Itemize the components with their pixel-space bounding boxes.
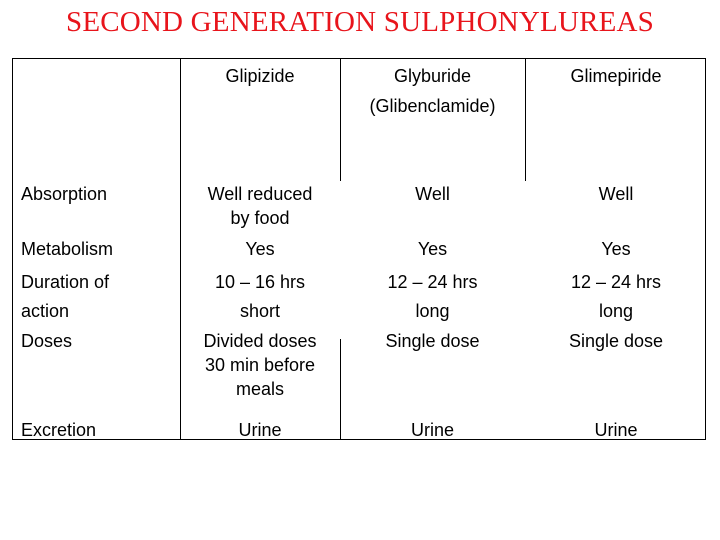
cell-doses-glimepiride: Single dose (568, 331, 664, 351)
cell-metabolism-glyburide: Yes (417, 239, 448, 259)
column-header-glipizide: Glipizide (225, 66, 295, 86)
cell-doses-glyburide: Single dose (385, 331, 480, 351)
cell-doses-glipizide: Divided doses 30 min before meals (203, 331, 317, 399)
cell-absorption-glyburide: Well (415, 184, 450, 204)
row-label-metabolism: Metabolism (21, 239, 114, 259)
cell-absorption-glipizide: Well reduced by food (207, 184, 313, 228)
cell-absorption-glimepiride: Well (598, 184, 634, 204)
cell-metabolism-glimepiride: Yes (601, 239, 631, 259)
column-header-glimepiride: Glimepiride (570, 66, 662, 86)
row-label-excretion: Excretion (21, 420, 97, 440)
column-header-glyburide: Glyburide (Glibenclamide) (369, 66, 496, 116)
cell-duration-glipizide: 10 – 16 hrs short (214, 272, 306, 321)
row-label-absorption: Absorption (21, 184, 108, 204)
row-label-duration: Duration of action (21, 272, 110, 321)
comparison-table (12, 58, 706, 440)
cell-duration-glyburide: 12 – 24 hrs long (387, 272, 478, 321)
cell-excretion-glyburide: Urine (410, 420, 454, 440)
cell-excretion-glimepiride: Urine (594, 420, 638, 440)
cell-metabolism-glipizide: Yes (245, 239, 275, 259)
row-label-doses: Doses (21, 331, 73, 351)
cell-excretion-glipizide: Urine (238, 420, 282, 440)
page-title: SECOND GENERATION SULPHONYLUREAS (65, 6, 655, 38)
cell-duration-glimepiride: 12 – 24 hrs long (570, 272, 662, 321)
